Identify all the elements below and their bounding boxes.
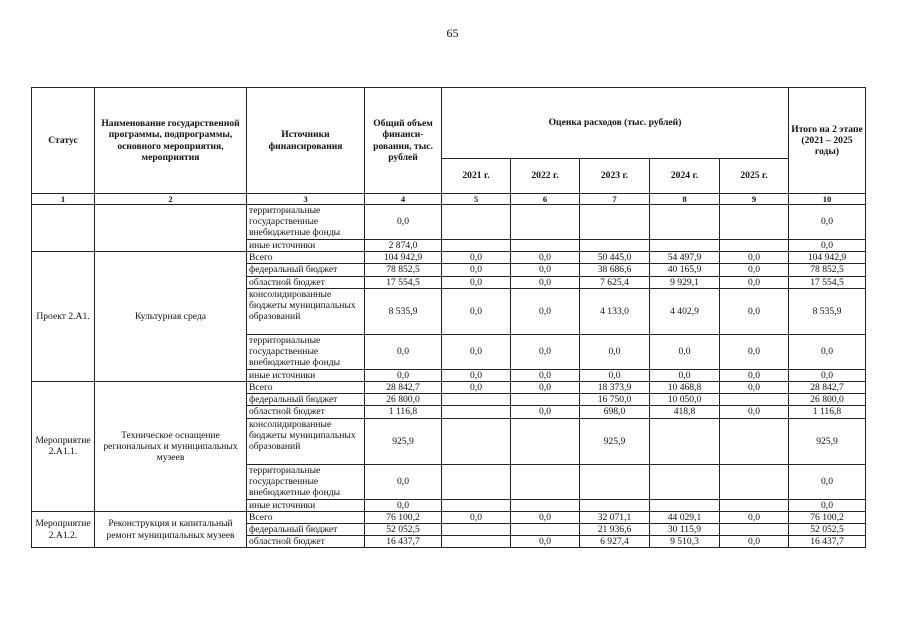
cell-year-value: 16 750,0 <box>580 394 650 406</box>
cell-year-value: 698,0 <box>580 406 650 418</box>
cell-stage-total: 76 100,2 <box>789 511 866 523</box>
cell-year-value: 0,0 <box>511 382 580 394</box>
cell-year-value: 0,0 <box>580 369 650 381</box>
cell-year-value <box>720 524 789 536</box>
cell-year-value: 18 373,9 <box>580 382 650 394</box>
table-row <box>32 511 866 523</box>
cell-year-value <box>580 499 650 511</box>
cell-year-value <box>511 524 580 536</box>
cell-year-value: 0,0 <box>442 369 511 381</box>
cell-year-value: 0,0 <box>442 264 511 276</box>
cell-year-value: 0,0 <box>511 536 580 548</box>
cell-year-value: 32 071,1 <box>580 511 650 523</box>
cell-year-value <box>511 464 580 499</box>
cell-year-value <box>442 524 511 536</box>
page-number: 65 <box>446 26 459 40</box>
cell-year-value: 0,0 <box>720 264 789 276</box>
cell-stage-total: 26 800,0 <box>789 394 866 406</box>
cell-year-value: 10 050,0 <box>650 394 720 406</box>
cell-year-value: 9 510,3 <box>650 536 720 548</box>
cell-year-value <box>650 418 720 464</box>
cell-year-value: 6 927,4 <box>580 536 650 548</box>
col-number: 2 <box>95 194 247 205</box>
cell-year-value: 0,0 <box>580 334 650 369</box>
row-status <box>32 205 95 252</box>
cell-year-value <box>442 406 511 418</box>
cell-total: 16 437,7 <box>365 536 442 548</box>
cell-stage-total: 1 116,8 <box>789 406 866 418</box>
cell-year-value: 0,0 <box>720 406 789 418</box>
row-source: Всего <box>247 511 365 523</box>
header-year: 2021 г. <box>442 159 511 194</box>
row-source: областной бюджет <box>247 536 365 548</box>
cell-year-value <box>720 418 789 464</box>
cell-year-value <box>720 464 789 499</box>
cell-year-value <box>511 205 580 240</box>
row-source: консолидированные бюджеты муниципальных образований <box>247 418 365 464</box>
cell-year-value <box>511 499 580 511</box>
cell-year-value <box>650 205 720 240</box>
cell-stage-total: 8 535,9 <box>789 288 866 334</box>
cell-year-value: 0,0 <box>511 406 580 418</box>
cell-stage-total: 17 554,5 <box>789 276 866 288</box>
cell-year-value: 0,0 <box>442 382 511 394</box>
header-stage-total: Итого на 2 этапе (2021 – 2025 годы) <box>789 88 866 194</box>
cell-total: 28 842,7 <box>365 382 442 394</box>
cell-year-value: 0,0 <box>511 264 580 276</box>
cell-year-value: 0,0 <box>720 334 789 369</box>
cell-total: 0,0 <box>365 334 442 369</box>
cell-total: 78 852,5 <box>365 264 442 276</box>
cell-year-value: 0,0 <box>650 369 720 381</box>
cell-year-value: 0,0 <box>511 334 580 369</box>
cell-year-value: 0,0 <box>720 276 789 288</box>
col-number: 1 <box>32 194 95 205</box>
cell-year-value: 0,0 <box>720 369 789 381</box>
header-sources: Источники финансирования <box>247 88 365 194</box>
col-number: 6 <box>511 194 580 205</box>
cell-year-value <box>442 536 511 548</box>
cell-year-value <box>650 464 720 499</box>
cell-total: 1 116,8 <box>365 406 442 418</box>
cell-year-value <box>442 464 511 499</box>
cell-year-value: 4 402,9 <box>650 288 720 334</box>
header-year: 2025 г. <box>720 159 789 194</box>
row-source: областной бюджет <box>247 406 365 418</box>
cell-year-value: 418,8 <box>650 406 720 418</box>
cell-total: 0,0 <box>365 369 442 381</box>
cell-year-value: 0,0 <box>442 252 511 264</box>
col-number: 8 <box>650 194 720 205</box>
cell-year-value: 0,0 <box>720 536 789 548</box>
col-number: 3 <box>247 194 365 205</box>
cell-year-value <box>580 464 650 499</box>
cell-year-value: 0,0 <box>442 288 511 334</box>
cell-year-value <box>720 240 789 252</box>
cell-year-value <box>511 240 580 252</box>
row-source: областной бюджет <box>247 276 365 288</box>
cell-stage-total: 925,9 <box>789 418 866 464</box>
col-number: 7 <box>580 194 650 205</box>
table-row <box>32 382 866 394</box>
cell-year-value <box>511 418 580 464</box>
cell-stage-total: 0,0 <box>789 464 866 499</box>
cell-year-value <box>580 205 650 240</box>
cell-year-value: 0,0 <box>511 369 580 381</box>
table-row <box>32 205 866 240</box>
row-source: территориальные государственные внебюджетные фонды <box>247 464 365 499</box>
cell-year-value: 0,0 <box>511 252 580 264</box>
cell-total: 104 942,9 <box>365 252 442 264</box>
cell-year-value: 0,0 <box>650 334 720 369</box>
row-source: федеральный бюджет <box>247 264 365 276</box>
col-number: 4 <box>365 194 442 205</box>
cell-year-value <box>650 499 720 511</box>
cell-year-value: 50 445,0 <box>580 252 650 264</box>
row-source: Всего <box>247 382 365 394</box>
row-source: консолидированные бюджеты муниципальных образований <box>247 288 365 334</box>
cell-stage-total: 0,0 <box>789 205 866 240</box>
cell-total: 52 052,5 <box>365 524 442 536</box>
cell-year-value <box>442 394 511 406</box>
cell-stage-total: 0,0 <box>789 334 866 369</box>
cell-year-value: 0,0 <box>720 511 789 523</box>
cell-total: 76 100,2 <box>365 511 442 523</box>
cell-total: 0,0 <box>365 464 442 499</box>
cell-year-value: 10 468,8 <box>650 382 720 394</box>
cell-stage-total: 104 942,9 <box>789 252 866 264</box>
cell-year-value: 0,0 <box>720 382 789 394</box>
cell-year-value <box>720 394 789 406</box>
row-source: федеральный бюджет <box>247 524 365 536</box>
row-source: иные источники <box>247 499 365 511</box>
cell-stage-total: 78 852,5 <box>789 264 866 276</box>
row-name: Культурная среда <box>95 252 247 382</box>
cell-total: 0,0 <box>365 205 442 240</box>
cell-year-value: 0,0 <box>442 511 511 523</box>
col-number: 10 <box>789 194 866 205</box>
cell-year-value <box>511 394 580 406</box>
cell-year-value <box>580 240 650 252</box>
cell-stage-total: 0,0 <box>789 240 866 252</box>
cell-stage-total: 52 052,5 <box>789 524 866 536</box>
cell-year-value: 925,9 <box>580 418 650 464</box>
cell-year-value: 30 115,9 <box>650 524 720 536</box>
cell-total: 2 874,0 <box>365 240 442 252</box>
row-source: территориальные государственные внебюджетные фонды <box>247 334 365 369</box>
cell-year-value: 54 497,9 <box>650 252 720 264</box>
cell-year-value <box>442 499 511 511</box>
row-source: иные источники <box>247 240 365 252</box>
budget-table <box>31 87 866 548</box>
header-estimate: Оценка расходов (тыс. рублей) <box>442 88 789 159</box>
cell-stage-total: 0,0 <box>789 499 866 511</box>
row-source: Всего <box>247 252 365 264</box>
row-status: Проект 2.А1. <box>32 252 95 382</box>
cell-total: 17 554,5 <box>365 276 442 288</box>
cell-year-value <box>650 240 720 252</box>
cell-stage-total: 0,0 <box>789 369 866 381</box>
cell-year-value: 9 929,1 <box>650 276 720 288</box>
cell-total: 8 535,9 <box>365 288 442 334</box>
row-name: Техническое оснащение региональных и муниципальных музеев <box>95 382 247 512</box>
cell-year-value: 40 165,9 <box>650 264 720 276</box>
row-status: Мероприятие 2.А1.1. <box>32 382 95 512</box>
header-status: Статус <box>32 88 95 194</box>
cell-year-value <box>442 240 511 252</box>
cell-year-value: 38 686,6 <box>580 264 650 276</box>
row-source: федеральный бюджет <box>247 394 365 406</box>
cell-year-value: 0,0 <box>720 288 789 334</box>
header-name: Наименование государственной программы, подпрограммы, основного мероприятия, мероприятия <box>95 88 247 194</box>
cell-total: 26 800,0 <box>365 394 442 406</box>
cell-year-value: 0,0 <box>720 252 789 264</box>
cell-year-value <box>442 205 511 240</box>
cell-year-value: 0,0 <box>511 288 580 334</box>
cell-year-value <box>442 418 511 464</box>
cell-year-value <box>720 205 789 240</box>
col-number: 5 <box>442 194 511 205</box>
cell-year-value: 0,0 <box>511 511 580 523</box>
cell-year-value <box>720 499 789 511</box>
row-source: территориальные государственные внебюджетные фонды <box>247 205 365 240</box>
cell-total: 0,0 <box>365 499 442 511</box>
row-status: Мероприятие 2.А1.2. <box>32 511 95 548</box>
cell-year-value: 4 133,0 <box>580 288 650 334</box>
table-body <box>32 205 866 548</box>
cell-total: 925,9 <box>365 418 442 464</box>
col-number: 9 <box>720 194 789 205</box>
cell-stage-total: 28 842,7 <box>789 382 866 394</box>
cell-year-value: 21 936,6 <box>580 524 650 536</box>
cell-year-value: 0,0 <box>442 276 511 288</box>
cell-year-value: 7 625,4 <box>580 276 650 288</box>
cell-year-value: 44 029,1 <box>650 511 720 523</box>
row-source: иные источники <box>247 369 365 381</box>
cell-stage-total: 16 437,7 <box>789 536 866 548</box>
header-total: Общий объем финанси-рования, тыс. рублей <box>365 88 442 194</box>
header-year: 2023 г. <box>580 159 650 194</box>
cell-year-value: 0,0 <box>511 276 580 288</box>
cell-year-value: 0,0 <box>442 334 511 369</box>
header-year: 2024 г. <box>650 159 720 194</box>
table-row <box>32 252 866 264</box>
row-name: Реконструкция и капитальный ремонт муниципальных музеев <box>95 511 247 548</box>
header-year: 2022 г. <box>511 159 580 194</box>
row-name <box>95 205 247 252</box>
